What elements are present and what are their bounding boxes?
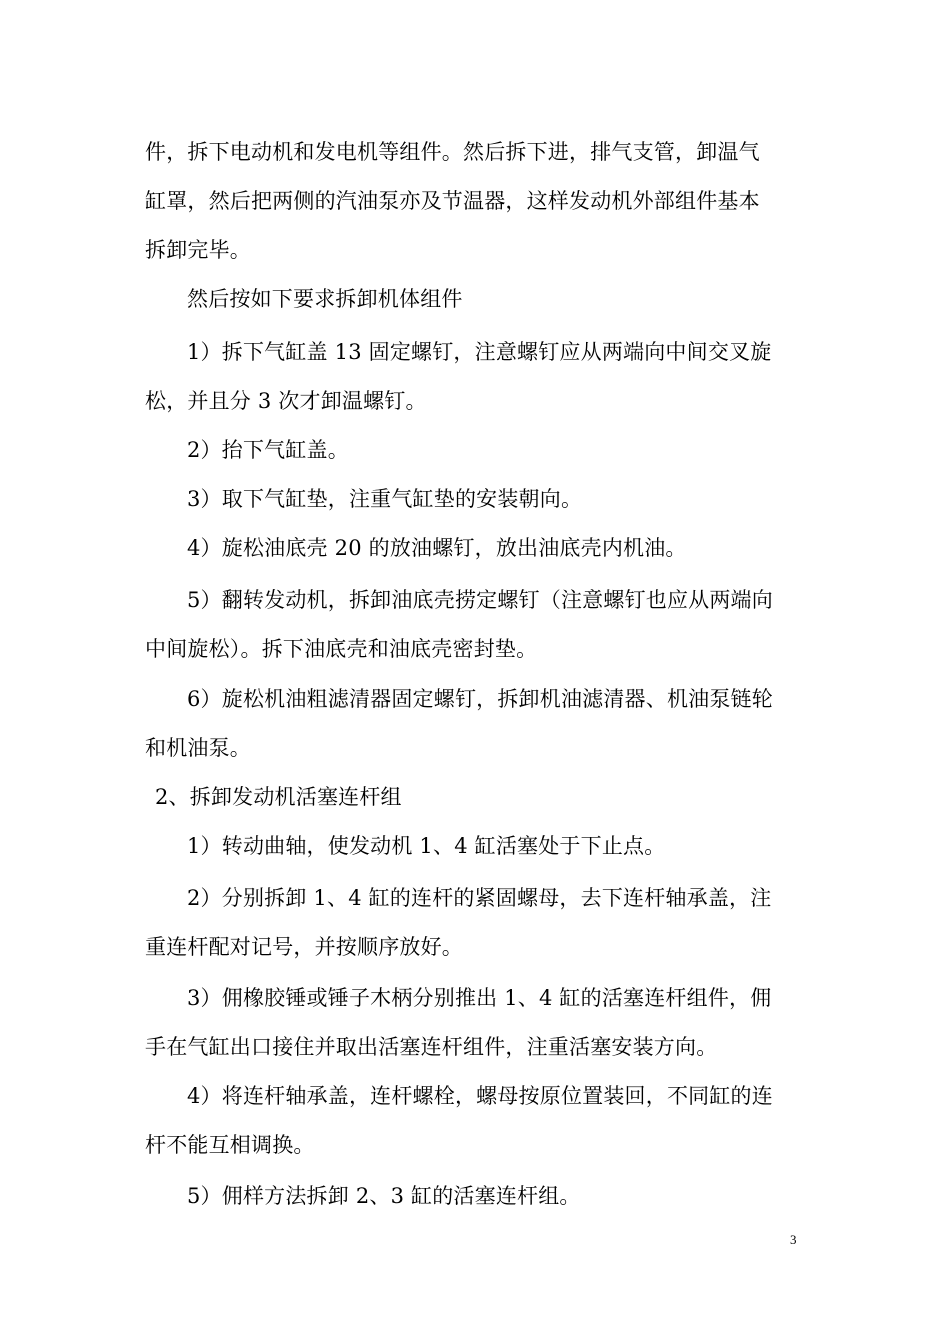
text-line: 5）佣样方法拆卸 2、3 缸的活塞连杆组。 <box>187 1184 581 1208</box>
text-line: 5）翻转发动机，拆卸油底壳捞定螺钉（注意螺钉也应从两端向 <box>187 588 773 612</box>
text-line: 1）拆下气缸盖 13 固定螺钉，注意螺钉应从两端向中间交叉旋 <box>187 340 772 364</box>
text-line: 和机油泵。 <box>145 736 251 760</box>
text-line: 然后按如下要求拆卸机体组件 <box>187 287 463 311</box>
text-line: 中间旋松）。拆下油底壳和油底壳密封垫。 <box>145 637 538 661</box>
page-number: 3 <box>790 1232 797 1247</box>
text-line: 重连杆配对记号，并按顺序放好。 <box>145 935 463 959</box>
text-line: 3）佣橡胶锤或锤子木柄分别推出 1、4 缸的活塞连杆组件，佣 <box>187 986 772 1010</box>
text-line: 2）分别拆卸 1、4 缸的连杆的紧固螺母，去下连杆轴承盖，注 <box>187 886 772 910</box>
text-line: 杆不能互相调换。 <box>145 1133 315 1157</box>
text-line: 拆卸完毕。 <box>145 238 251 262</box>
text-line: 松，并且分 3 次才卸温螺钉。 <box>145 389 427 413</box>
text-line: 手在气缸出口接住并取出活塞连杆组件，注重活塞安装方向。 <box>145 1035 718 1059</box>
text-line: 缸罩，然后把两侧的汽油泵亦及节温器，这样发动机外部组件基本 <box>145 189 760 213</box>
text-line: 1）转动曲轴，使发动机 1、4 缸活塞处于下止点。 <box>187 834 666 858</box>
section-heading: 2、拆卸发动机活塞连杆组 <box>155 785 402 809</box>
text-line: 4）将连杆轴承盖，连杆螺栓，螺母按原位置装回，不同缸的连 <box>187 1084 773 1108</box>
text-line: 6）旋松机油粗滤清器固定螺钉，拆卸机油滤清器、机油泵链轮 <box>187 687 773 711</box>
text-line: 3）取下气缸垫，注重气缸垫的安装朝向。 <box>187 487 583 511</box>
text-line: 件，拆下电动机和发电机等组件。然后拆下进，排气支管，卸温气 <box>145 140 760 164</box>
text-line: 4）旋松油底壳 20 的放油螺钉，放出油底壳内机油。 <box>187 536 687 560</box>
text-line: 2）抬下气缸盖。 <box>187 438 349 462</box>
